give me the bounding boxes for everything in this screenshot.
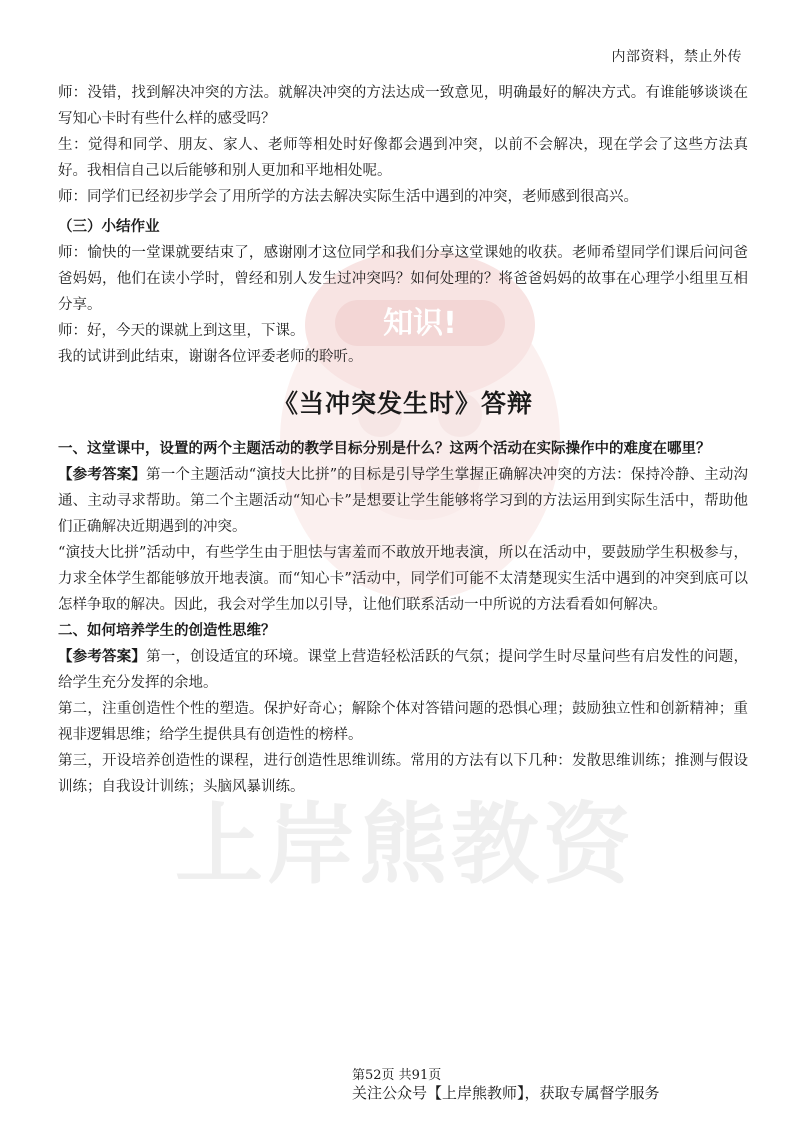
answer-1-paragraph xyxy=(58,462,748,540)
answer-text: 第一，创设适宜的环境。课堂上营造轻松活跃的气氛；提问学生时尽量问些有启发性的问题，给学生充分发挥的余地。 xyxy=(58,649,748,691)
document-body xyxy=(58,80,748,800)
question-2: 二、如何培养学生的创造性思维？ xyxy=(58,623,276,639)
paragraph: 我的试讲到此结束，谢谢各位评委老师的聆听。 xyxy=(58,349,363,365)
footer-note: 关注公众号【上岸熊教师】，获取专属督学服务 xyxy=(352,1084,660,1102)
confidential-note: 内部资料，禁止外传 xyxy=(611,49,742,65)
paragraph: 师：好，今天的课就上到这里，下课。 xyxy=(58,323,305,339)
paragraph: 师：同学们已经初步学会了用所学的方法去解决实际生活中遇到的冲突，老师感到很高兴。 xyxy=(58,189,638,205)
paragraph: 生：觉得和同学、朋友、家人、老师等相处时好像都会遇到冲突，以前不会解决，现在学会了这些方法真好。我相信自己以后能够和别人更加和平地相处呢。 xyxy=(58,137,748,179)
answer-text: 第一个主题活动“演技大比拼”的目标是引导学生掌握正确解决冲突的方法：保持冷静、主动沟通、主动寻求帮助。第二个主题活动“知心卡”是想要让学生能够将学习到的方法运用到实际生活中，帮助他们正确解决近期遇到的冲突。 xyxy=(58,467,748,535)
answer-tag: 【参考答案】 xyxy=(58,467,147,483)
question-1: 一、这堂课中，设置的两个主题活动的教学目标分别是什么？这两个活动在实际操作中的难度在哪里？ xyxy=(58,441,711,457)
mascot-badge-text: 知识! xyxy=(383,306,457,341)
paragraph: 师：愉快的一堂课就要结束了，感谢刚才这位同学和我们分享这堂课她的收获。老师希望同学们课后问问爸爸妈妈，他们在读小学时，曾经和别人发生过冲突吗？如何处理的？将爸爸妈妈的故事在心理学小组里互相分享。 xyxy=(58,245,748,313)
paragraph: 师：没错，找到解决冲突的方法。就解决冲突的方法达成一致意见，明确最好的解决方式。有谁能够谈谈在写知心卡时有些什么样的感受吗？ xyxy=(58,85,748,127)
answer-tag: 【参考答案】 xyxy=(58,649,147,665)
answer-2-paragraph: 第二，注重创造性个性的塑造。保护好奇心；解除个体对答错问题的恐惧心理；鼓励独立性和创新精神；重视非逻辑思维；给学生提供具有创造性的榜样。 xyxy=(58,701,748,743)
answer-1-paragraph: “演技大比拼”活动中，有些学生由于胆怯与害羞而不敢放开地表演，所以在活动中，要鼓励学生积极参与，力求全体学生都能够放开地表演。而“知心卡”活动中，同学们可能不太清楚现实生活中遇到的冲突到底可以怎样争取的解决。因此，我会对学生加以引导，让他们联系活动一中所说的方法看看如何解决。 xyxy=(58,545,748,613)
page-number: 第52页 共91页 xyxy=(352,1068,442,1083)
watermark-text: 上岸熊教资 xyxy=(175,793,636,896)
defense-title: 《当冲突发生时》答辩 xyxy=(272,389,533,418)
answer-2-paragraph xyxy=(58,644,748,696)
section-heading: （三）小结作业 xyxy=(58,219,160,235)
answer-2-paragraph: 第三，开设培养创造性的课程，进行创造性思维训练。常用的方法有以下几种：发散思维训练；推测与假设训练；自我设计训练；头脑风暴训练。 xyxy=(58,753,748,795)
